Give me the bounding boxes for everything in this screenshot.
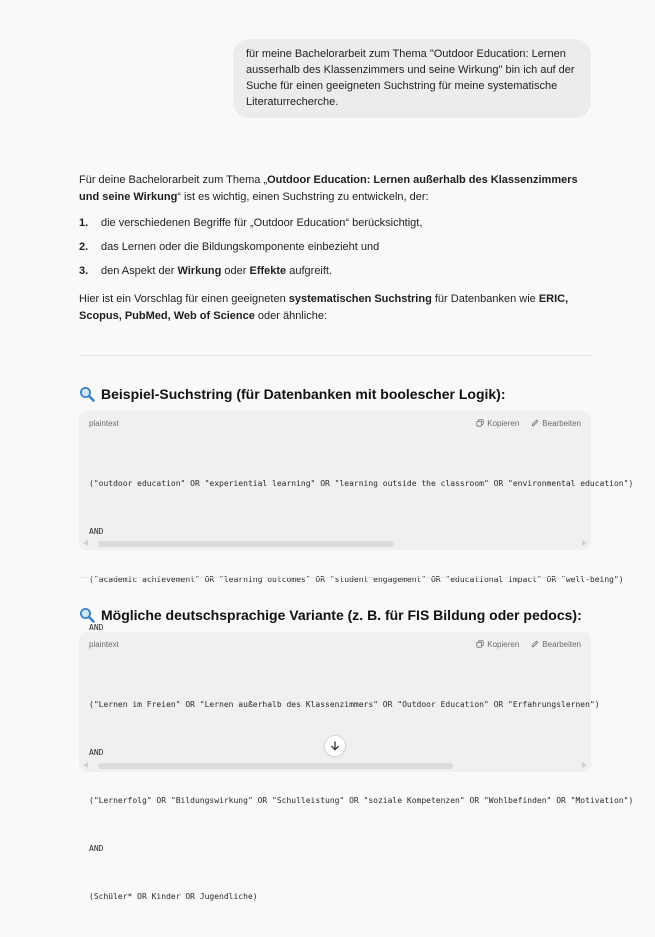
code-line: AND: [89, 623, 104, 632]
section-title: Mögliche deutschsprachige Variante (z. B. für FIS Bildung oder pedocs):: [101, 607, 582, 623]
code-line: ("academic achievement" OR "learning outcomes" OR "student engagement" OR "educational impact" OR "well-being"): [89, 575, 624, 584]
code-actions: [476, 640, 581, 649]
code-header: [79, 411, 591, 435]
code-line: ("outdoor education" OR "experiential learning" OR "learning outside the classroom" OR "environmental education"): [89, 479, 634, 488]
code-content[interactable]: [79, 656, 634, 937]
edit-label: Bearbeiten: [542, 639, 581, 649]
magnifier-icon: [79, 386, 95, 402]
section-heading-german: [79, 606, 591, 624]
edit-icon: [531, 419, 539, 427]
intro-text-bold: Outdoor Education: Lernen außerhalb des Klassenzimmers und seine Wirkung: [79, 174, 578, 203]
user-message-bubble: [233, 39, 591, 118]
requirements-list: [79, 211, 591, 283]
scrollbar-thumb[interactable]: [98, 763, 453, 769]
code-language-label: plaintext: [89, 639, 119, 649]
scroll-to-bottom-button[interactable]: [324, 735, 346, 757]
assistant-response: [79, 172, 591, 325]
code-line: AND: [89, 527, 104, 536]
copy-icon: [476, 640, 484, 648]
scroll-right-arrow[interactable]: [582, 540, 587, 546]
list-text: die verschiedenen Begriffe für „Outdoor Education“ berücksichtigt,: [101, 216, 423, 229]
edit-button[interactable]: [531, 640, 581, 649]
code-language-label: plaintext: [89, 418, 119, 428]
code-actions: [476, 419, 581, 428]
scrollbar-thumb[interactable]: [98, 541, 394, 547]
section-title: Beispiel-Suchstring (für Datenbanken mit boolescher Logik):: [101, 386, 506, 402]
edit-icon: [531, 640, 539, 648]
user-message-text: für meine Bachelorarbeit zum Thema "Outdoor Education: Lernen ausserhalb des Klassenzimmers und seine Wirkung" bin ich auf der Suche für einen geeigneten Suchstring für meine systematische Literaturrecherche.: [246, 48, 575, 108]
edit-button[interactable]: [531, 419, 581, 428]
list-item: [79, 259, 591, 283]
code-line: (Schüler* OR Kinder OR Jugendliche): [89, 892, 258, 901]
list-number: 1.: [79, 216, 89, 229]
divider: [79, 355, 591, 356]
list-item: [79, 235, 591, 259]
copy-button[interactable]: [476, 419, 519, 428]
list-text: den Aspekt der Wirkung oder Effekte aufgreift.: [101, 264, 333, 277]
code-header: [79, 632, 591, 656]
intro-text-post: “ ist es wichtig, einen Suchstring zu entwickeln, der:: [177, 191, 429, 203]
code-line: ("Lernen im Freien" OR "Lernen außerhalb des Klassenzimmers" OR "Outdoor Education" OR "Erfahrungslernen"): [89, 700, 600, 709]
horizontal-scrollbar[interactable]: [83, 761, 587, 769]
horizontal-scrollbar[interactable]: [83, 539, 587, 547]
intro-text-pre: Für deine Bachelorarbeit zum Thema „: [79, 174, 268, 186]
copy-label: Kopieren: [487, 639, 520, 649]
section-heading-boolean: [79, 385, 591, 403]
response-lead: Hier ist ein Vorschlag für einen geeigneten systematischen Suchstring für Datenbanken wie ERIC, Scopus, PubMed, Web of Science oder ähnliche:: [79, 293, 569, 322]
code-line: AND: [89, 748, 104, 757]
arrow-down-icon: [330, 741, 340, 751]
copy-button[interactable]: [476, 640, 519, 649]
scroll-right-arrow[interactable]: [582, 762, 587, 768]
magnifier-icon: [79, 607, 95, 623]
list-item: [79, 211, 591, 235]
divider: [79, 577, 591, 578]
scroll-left-arrow[interactable]: [83, 540, 88, 546]
scroll-left-arrow[interactable]: [83, 762, 88, 768]
response-intro: [79, 172, 591, 206]
copy-label: Kopieren: [487, 418, 520, 428]
code-line: AND: [89, 844, 104, 853]
list-number: 3.: [79, 264, 89, 277]
copy-icon: [476, 419, 484, 427]
code-line: ("Lernerfolg" OR "Bildungswirkung" OR "Schulleistung" OR "soziale Kompetenzen" OR "Wohlbefinden" OR "Motivation"): [89, 796, 634, 805]
list-number: 2.: [79, 240, 89, 253]
edit-label: Bearbeiten: [542, 418, 581, 428]
list-text: das Lernen oder die Bildungskomponente einbezieht und: [101, 240, 380, 253]
